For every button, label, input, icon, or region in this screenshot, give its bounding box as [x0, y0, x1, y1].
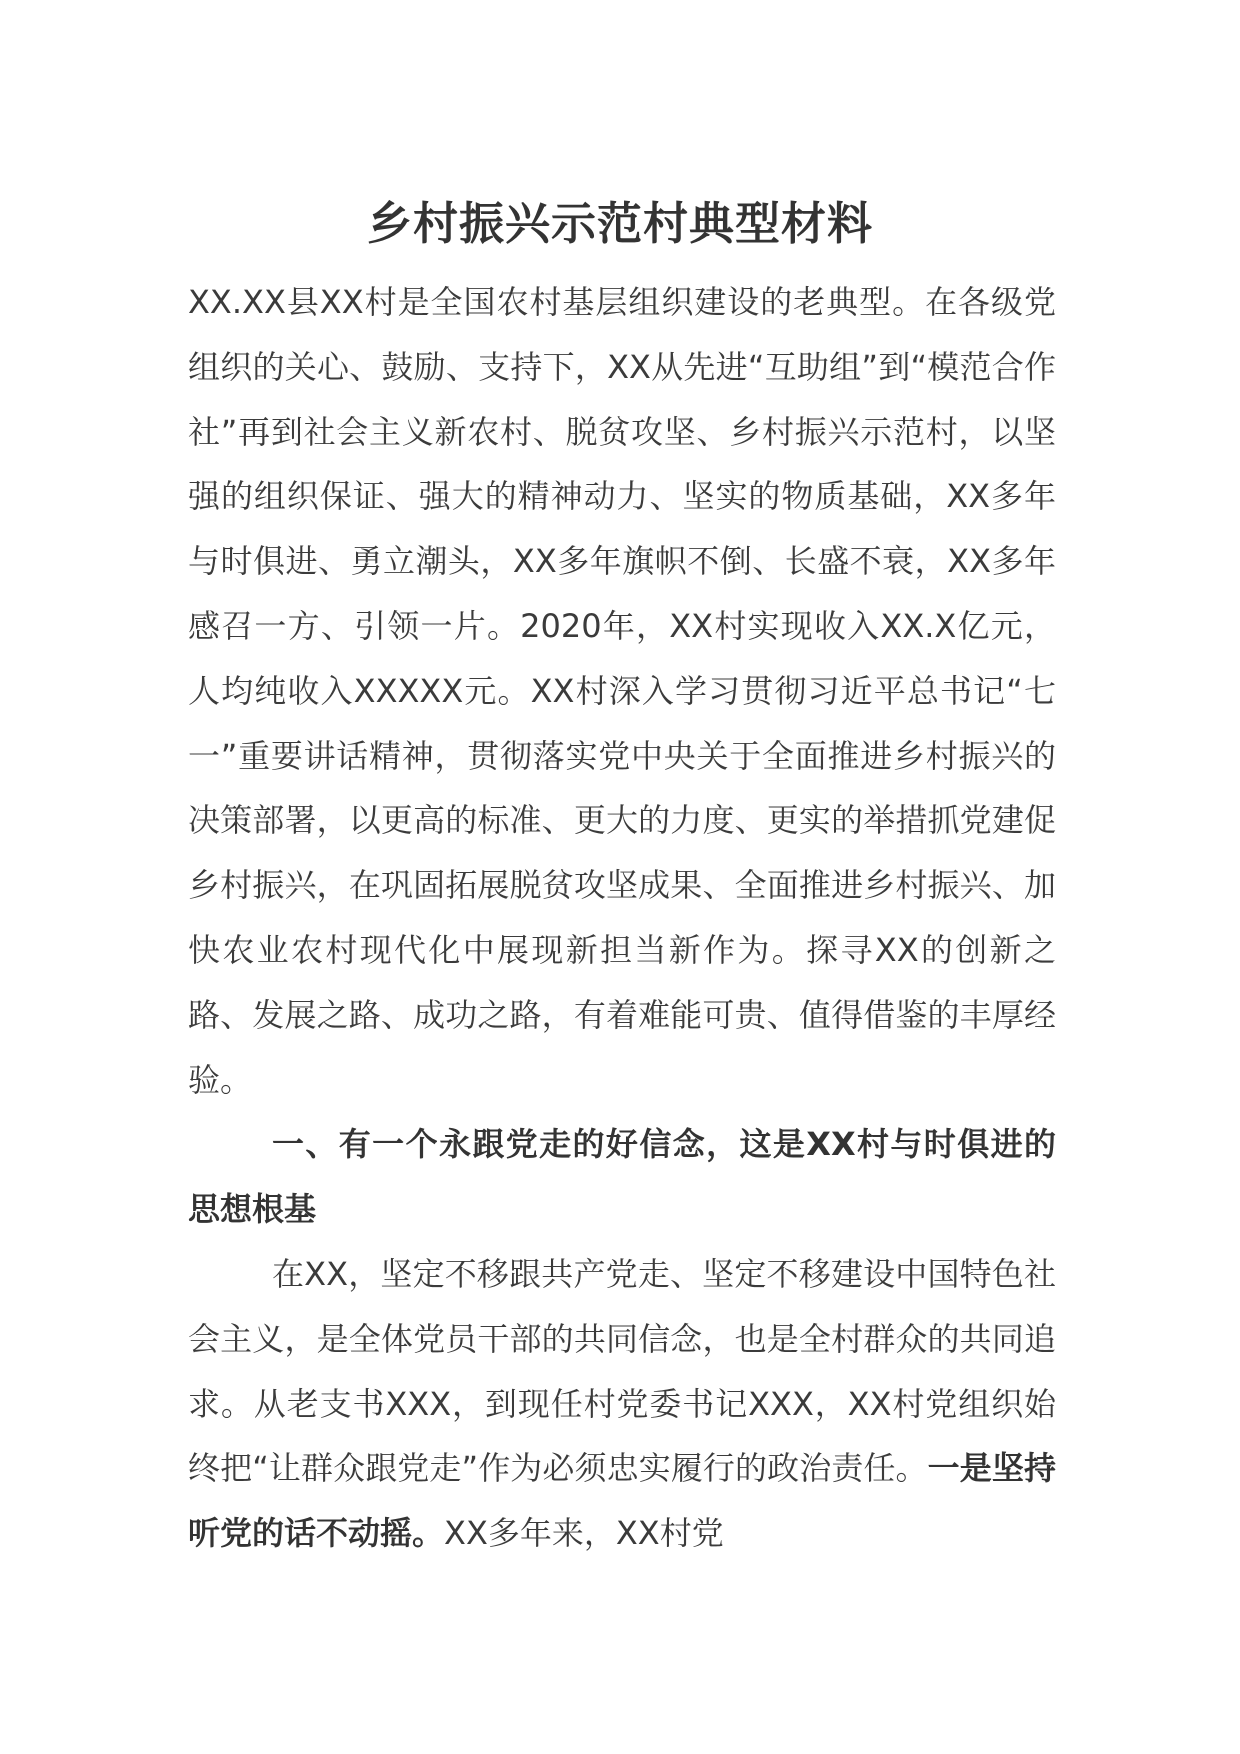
document-body [188, 270, 1056, 1566]
intro-paragraph: XX.XX县XX村是全国农村基层组织建设的老典型。在各级党组织的关心、鼓励、支持下，XX从先进“互助组”到“模范合作社”再到社会主义新农村、脱贫攻坚、乡村振兴示范村，以坚强的组织保证、强大的精神动力、坚实的物质基础，XX多年与时俱进、勇立潮头，XX多年旗帜不倒、长盛不衰，XX多年感召一方、引领一片。2020年，XX村实现收入XX.X亿元，人均纯收入XXXXX元。XX村深入学习贯彻习近平总书记“七一”重要讲话精神，贯彻落实党中央关于全面推进乡村振兴的决策部署，以更高的标准、更大的力度、更实的举措抓党建促乡村振兴，在巩固拓展脱贫攻坚成果、全面推进乡村振兴、加快农业农村现代化中展现新担当新作为。探寻XX的创新之路、发展之路、成功之路，有着难能可贵、值得借鉴的丰厚经验。 [188, 283, 1056, 1099]
paragraph-text: 在XX，坚定不移跟共产党走、坚定不移建设中国特色社会主义，是全体党员干部的共同信念，也是全村群众的共同追求。从老支书XXX，到现任村党委书记XXX，XX村党组织始终把“让群众跟党走”作为必须忠实履行的政治责任。 [188, 1254, 1056, 1488]
paragraph-continuation-text: XX多年来，XX村党 [444, 1514, 724, 1553]
section-heading: 一、有一个永跟党走的好信念，这是XX村与时俱进的思想根基 [188, 1125, 1056, 1229]
document-title: 乡村振兴示范村典型材料 [366, 197, 873, 250]
section-paragraph [188, 1242, 1056, 1566]
key-point-text: 一是坚持听党的话不动摇。 [188, 1449, 1056, 1553]
